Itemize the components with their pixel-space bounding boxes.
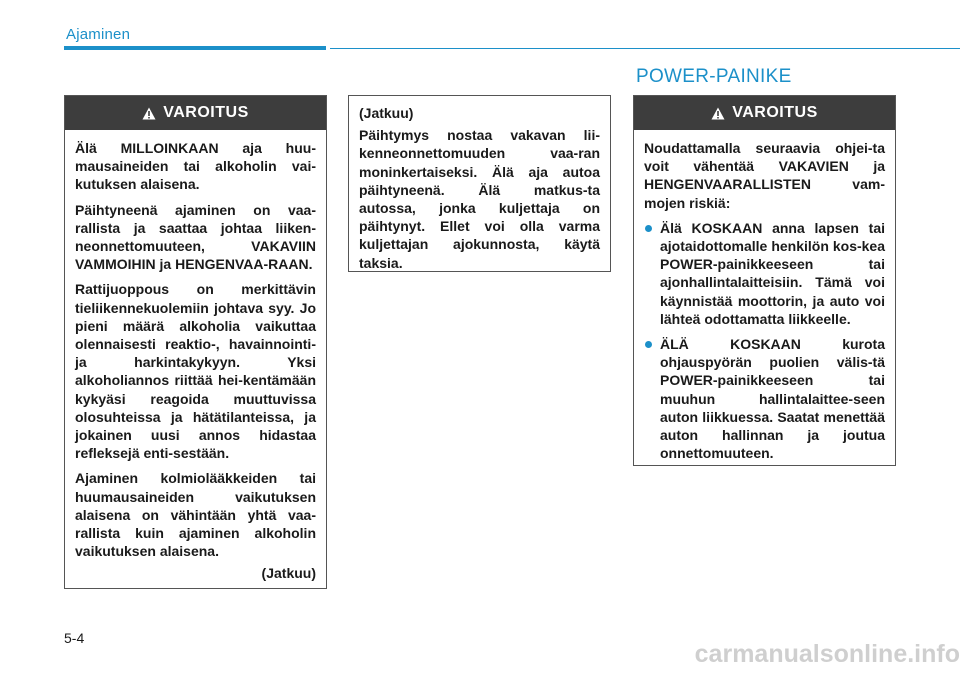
bullet-dot-icon [645,225,652,232]
warning-body [634,130,895,477]
section-label: Ajaminen [66,26,131,43]
warning-header [634,96,895,130]
list-item [644,219,885,328]
paragraph: Älä MILLOINKAAN aja huu-mausaineiden tai alkoholin vai-kutuksen alaisena. [75,140,316,193]
list-item-text: ÄLÄ KOSKAAN kurota ohjauspyörän puolien välis-tä POWER-painikkeeseen tai muuhun hallintalaittee-seen auton liikkuessa. Saatat menettää auton hallinnan ja joutua onnettomuuteen. [660,336,885,462]
warning-header [65,96,326,130]
continued-label: (Jatkuu) [359,105,414,121]
warning-title: VAROITUS [163,104,249,121]
warning-box-alcohol [64,95,327,589]
page-number: 5-4 [64,630,85,646]
paragraph: Päihtymys nostaa vakavan lii-kenneonnettomuuden vaa-ran moninkertaiseksi. Älä aja autoa päihtyneenä. Älä matkus-ta autossa, jonka kuljettaja on päihtynyt. Ellet voi olla varma kuljettajan ajokunnosta, käytä taksia. [359,127,600,271]
warning-title: VAROITUS [732,104,818,121]
warning-box-power-button [633,95,896,466]
continued-body [349,96,610,287]
warning-body [65,130,326,598]
bullet-list [644,219,885,463]
continued-box [348,95,611,272]
list-item [644,335,885,462]
intro-paragraph: Noudattamalla seuraavia ohjei-ta voit vähentää VAKAVIEN ja HENGENVAARALLISTEN vam-mojen riskiä: [644,140,885,211]
continued-label: (Jatkuu) [261,565,316,582]
list-item-text: Älä KOSKAAN anna lapsen tai ajotaidottomalle henkilön kos-kea POWER-painikkeeseen tai ajonhallintalaitteisiin. Tämä voi käynnistää moottorin, ja auto voi lähteä odottamatta liikkeelle. [660,219,885,327]
warning-triangle-icon [711,107,725,120]
warning-triangle-icon [142,107,156,120]
bullet-dot-icon [645,341,652,348]
paragraph: Päihtyneenä ajaminen on vaa-rallista ja saattaa johtaa liiken-neonnettomuuteen, VAKAVIIN VAMMOIHIN ja HENGENVAA-RAAN. [75,201,316,273]
section-heading: POWER-PAINIKE [636,66,792,87]
watermark: carmanualsonline.info [694,640,960,668]
paragraph: Rattijuoppous on merkittävin tieliikennekuolemiin johtava syy. Jo pieni määrä alkoholia vaikuttaa olennaisesti reaktio-, havainnointi- ja harkintakykyyn. Yksi alkoholiannos riittää hei-kentämään kykyäsi reagoida muuttuvissa olosuhteissa ja hätätilanteissa, ja jokainen uusi annos hidastaa refleksejä enti-sestään. [75,281,316,462]
header-rule-thin [330,48,960,49]
paragraph: Ajaminen kolmiolääkkeiden tai huumausaineiden vaikutuksen alaisena on vähintään yhtä vaa-rallista kuin ajaminen alkoholin vaikutuksen alaisena. [75,470,316,560]
header-rule-thick [64,46,326,50]
